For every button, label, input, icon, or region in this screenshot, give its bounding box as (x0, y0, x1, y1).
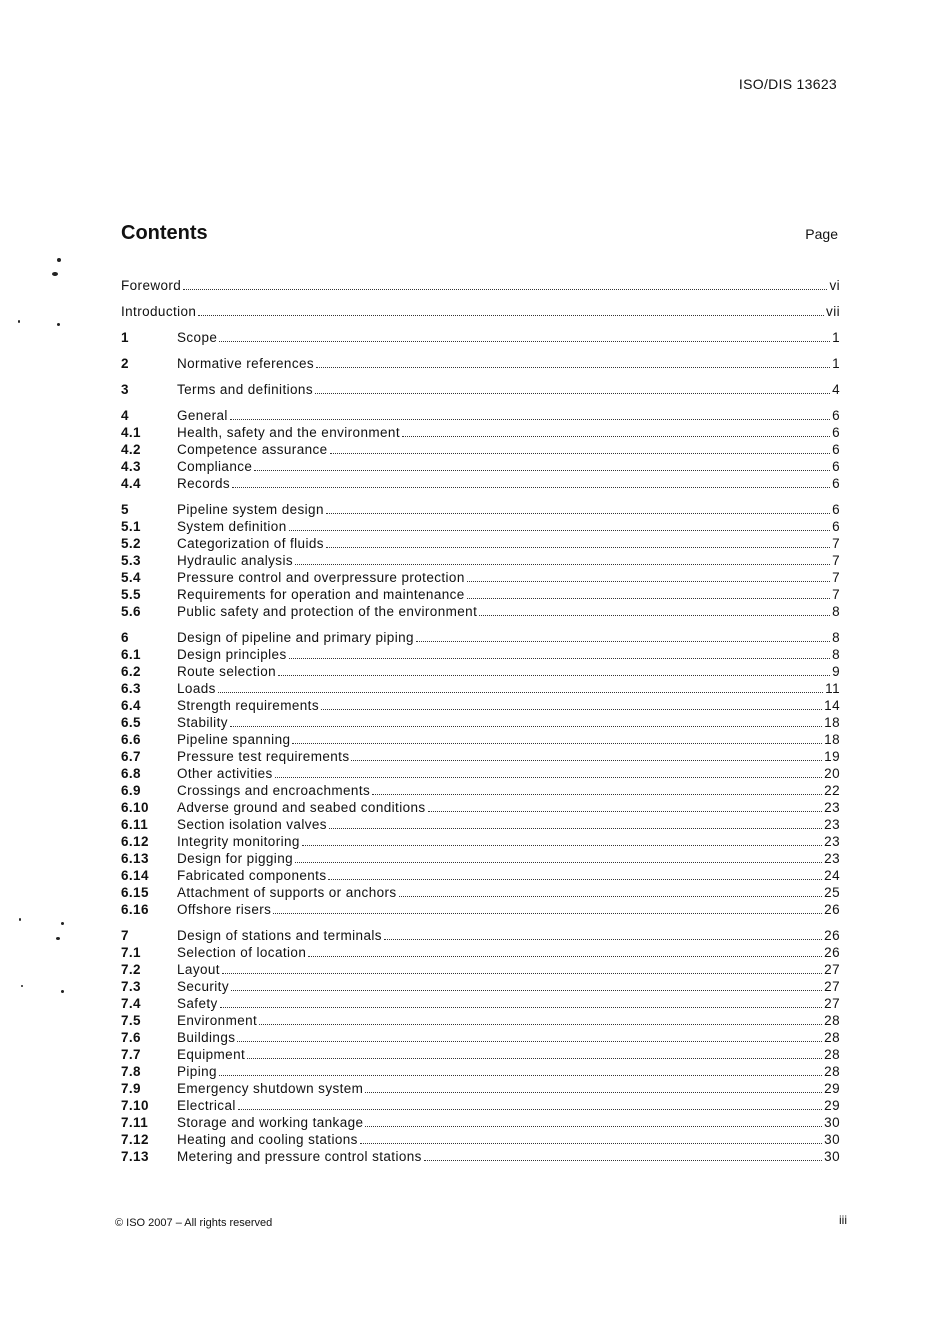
toc-entry[interactable] (121, 552, 840, 569)
toc-entry-page: 6 (832, 502, 840, 517)
toc-entry-title: Pipeline spanning (177, 732, 291, 747)
toc-entry-page: 23 (824, 800, 840, 815)
dot-leader (219, 340, 830, 342)
toc-entry-number: 6.1 (121, 647, 141, 662)
toc-entry-number: 6 (121, 630, 129, 645)
toc-entry-title: Strength requirements (177, 698, 319, 713)
dot-leader (275, 776, 822, 778)
toc-entry-number: 4.2 (121, 442, 141, 457)
scan-speck (52, 272, 58, 276)
dot-leader (259, 1023, 822, 1025)
dot-leader (326, 512, 830, 514)
toc-entry[interactable] (121, 1131, 840, 1148)
toc-entry-title: Attachment of supports or anchors (177, 885, 397, 900)
dot-leader (467, 580, 830, 582)
dot-leader (329, 827, 822, 829)
toc-entry-page: 9 (832, 664, 840, 679)
toc-entry-number: 5.1 (121, 519, 141, 534)
dot-leader (295, 861, 822, 863)
toc-entry-number: 7.12 (121, 1132, 149, 1147)
toc-entry-title: Integrity monitoring (177, 834, 300, 849)
toc-entry-page: 14 (824, 698, 840, 713)
dot-leader (289, 529, 830, 531)
toc-entry-number: 7.2 (121, 962, 141, 977)
toc-entry-page: 11 (825, 681, 840, 696)
dot-leader (289, 657, 830, 659)
toc-entry[interactable] (121, 901, 840, 918)
toc-entry-title: Metering and pressure control stations (177, 1149, 422, 1164)
toc-entry-title: Pressure control and overpressure protection (177, 570, 465, 585)
table-of-contents (121, 277, 840, 1165)
dot-leader (479, 614, 830, 616)
toc-entry[interactable] (121, 535, 840, 552)
toc-entry-number: 6.8 (121, 766, 141, 781)
toc-entry-page: 1 (832, 356, 840, 371)
dot-leader (273, 912, 822, 914)
toc-entry[interactable] (121, 329, 840, 346)
toc-entry-title: Offshore risers (177, 902, 272, 917)
toc-entry-page: vi (829, 278, 840, 293)
toc-entry-title: Foreword (121, 278, 182, 293)
toc-entry-title: Electrical (177, 1098, 236, 1113)
toc-entry-number: 5.4 (121, 570, 141, 585)
toc-entry-page: 30 (824, 1149, 840, 1164)
dot-leader (302, 844, 822, 846)
toc-entry[interactable] (121, 355, 840, 372)
toc-entry[interactable] (121, 1114, 840, 1131)
scan-speck (18, 320, 20, 323)
toc-entry-number: 5 (121, 502, 129, 517)
toc-entry-title: Emergency shutdown system (177, 1081, 364, 1096)
toc-entry[interactable] (121, 441, 840, 458)
toc-entry[interactable] (121, 277, 840, 294)
toc-entry[interactable] (121, 1029, 840, 1046)
toc-entry-page: 18 (824, 715, 840, 730)
toc-entry-page: 26 (824, 945, 840, 960)
toc-entry-title: Normative references (177, 356, 315, 371)
toc-entry-number: 2 (121, 356, 129, 371)
document-header-code: ISO/DIS 13623 (738, 76, 837, 92)
toc-entry-number: 5.2 (121, 536, 141, 551)
toc-entry[interactable] (121, 748, 840, 765)
toc-entry-number: 4.3 (121, 459, 141, 474)
toc-entry[interactable] (121, 518, 840, 535)
toc-entry-number: 7.3 (121, 979, 141, 994)
toc-entry[interactable] (121, 1063, 840, 1080)
toc-entry-number: 6.16 (121, 902, 149, 917)
toc-entry[interactable] (121, 850, 840, 867)
toc-entry-number: 5.5 (121, 587, 141, 602)
toc-entry-number: 5.3 (121, 553, 141, 568)
toc-entry[interactable] (121, 978, 840, 995)
toc-entry-title: Pipeline system design (177, 502, 324, 517)
toc-entry[interactable] (121, 816, 840, 833)
toc-entry-title: Requirements for operation and maintenance (177, 587, 465, 602)
toc-entry[interactable] (121, 680, 840, 697)
toc-entry-page: 8 (832, 604, 840, 619)
toc-entry-title: Pressure test requirements (177, 749, 350, 764)
dot-leader (360, 1142, 822, 1144)
toc-entry-title: Scope (177, 330, 218, 345)
toc-entry-title: Equipment (177, 1047, 246, 1062)
toc-entry-title: Loads (177, 681, 216, 696)
toc-entry-title: Health, safety and the environment (177, 425, 400, 440)
toc-entry-title: Public safety and protection of the environment (177, 604, 478, 619)
toc-entry-number: 6.2 (121, 664, 141, 679)
toc-entry[interactable] (121, 927, 840, 944)
toc-entry[interactable] (121, 995, 840, 1012)
toc-entry-title: Competence assurance (177, 442, 328, 457)
dot-leader (183, 288, 827, 290)
dot-leader (384, 938, 822, 940)
dot-leader (254, 469, 830, 471)
scan-speck (61, 990, 64, 993)
toc-entry-page: 6 (832, 425, 840, 440)
toc-entry-page: 28 (824, 1030, 840, 1045)
toc-entry-page: 27 (824, 996, 840, 1011)
toc-entry[interactable] (121, 697, 840, 714)
scan-speck (57, 258, 61, 262)
toc-entry-page: 6 (832, 408, 840, 423)
toc-entry[interactable] (121, 961, 840, 978)
dot-leader (231, 989, 822, 991)
toc-entry[interactable] (121, 1097, 840, 1114)
toc-entry-number: 7.6 (121, 1030, 141, 1045)
scan-speck (61, 922, 64, 925)
toc-entry[interactable] (121, 731, 840, 748)
dot-leader (222, 972, 822, 974)
toc-entry-number: 6.13 (121, 851, 149, 866)
dot-leader (424, 1159, 822, 1161)
toc-entry-number: 7.1 (121, 945, 141, 960)
dot-leader (247, 1057, 822, 1059)
toc-entry-title: Other activities (177, 766, 273, 781)
toc-entry-page: 23 (824, 851, 840, 866)
dot-leader (315, 392, 830, 394)
toc-entry[interactable] (121, 501, 840, 518)
toc-entry-number: 6.9 (121, 783, 141, 798)
toc-entry-number: 6.5 (121, 715, 141, 730)
toc-entry[interactable] (121, 586, 840, 603)
toc-entry[interactable] (121, 646, 840, 663)
dot-leader (278, 674, 830, 676)
toc-entry-title: Route selection (177, 664, 277, 679)
toc-entry-title: Section isolation valves (177, 817, 327, 832)
toc-entry-title: System definition (177, 519, 287, 534)
toc-entry-page: 7 (832, 536, 840, 551)
toc-entry[interactable] (121, 569, 840, 586)
toc-entry-number: 5.6 (121, 604, 141, 619)
toc-entry-number: 7 (121, 928, 129, 943)
page-title: Contents (121, 222, 208, 244)
toc-entry[interactable] (121, 629, 840, 646)
toc-entry-number: 4.4 (121, 476, 141, 491)
toc-entry-title: Design of stations and terminals (177, 928, 382, 943)
toc-entry-title: Records (177, 476, 231, 491)
toc-entry[interactable] (121, 424, 840, 441)
toc-entry[interactable] (121, 663, 840, 680)
toc-entry-page: 6 (832, 442, 840, 457)
toc-entry-page: 28 (824, 1047, 840, 1062)
toc-entry-title: Safety (177, 996, 218, 1011)
toc-entry-title: Fabricated components (177, 868, 327, 883)
toc-entry-number: 6.15 (121, 885, 149, 900)
toc-entry-title: Layout (177, 962, 220, 977)
toc-entry-page: 7 (832, 587, 840, 602)
toc-entry-page: 23 (824, 817, 840, 832)
dot-leader (372, 793, 822, 795)
toc-entry-number: 6.3 (121, 681, 141, 696)
toc-entry-number: 7.8 (121, 1064, 141, 1079)
dot-leader (351, 759, 822, 761)
toc-entry-title: Heating and cooling stations (177, 1132, 358, 1147)
dot-leader (316, 366, 830, 368)
toc-entry-page: 8 (832, 647, 840, 662)
toc-entry-page: 20 (824, 766, 840, 781)
dot-leader (365, 1125, 822, 1127)
toc-entry-number: 7.11 (121, 1115, 149, 1130)
toc-entry[interactable] (121, 475, 840, 492)
toc-entry[interactable] (121, 833, 840, 850)
toc-entry[interactable] (121, 407, 840, 424)
toc-entry-page: 26 (824, 928, 840, 943)
page-number: iii (839, 1213, 847, 1227)
toc-entry-title: Hydraulic analysis (177, 553, 293, 568)
toc-entry[interactable] (121, 603, 840, 620)
dot-leader (198, 314, 824, 316)
toc-entry-page: 24 (824, 868, 840, 883)
dot-leader (399, 895, 823, 897)
toc-entry-page: 18 (824, 732, 840, 747)
toc-entry-number: 6.7 (121, 749, 141, 764)
toc-entry-title: Selection of location (177, 945, 307, 960)
toc-entry-page: 29 (824, 1098, 840, 1113)
dot-leader (365, 1091, 822, 1093)
toc-entry-title: Piping (177, 1064, 217, 1079)
toc-entry-page: 27 (824, 962, 840, 977)
toc-entry[interactable] (121, 1080, 840, 1097)
page-column-label: Page (805, 226, 838, 242)
dot-leader (292, 742, 822, 744)
dot-leader (428, 810, 823, 812)
toc-entry[interactable] (121, 458, 840, 475)
toc-entry-number: 7.13 (121, 1149, 149, 1164)
toc-entry-title: Compliance (177, 459, 253, 474)
toc-entry-number: 7.4 (121, 996, 141, 1011)
toc-entry-page: 7 (832, 553, 840, 568)
scan-speck (21, 985, 23, 987)
dot-leader (220, 1006, 822, 1008)
toc-entry-title: Terms and definitions (177, 382, 313, 397)
toc-entry-page: 6 (832, 519, 840, 534)
toc-entry-title: Crossings and encroachments (177, 783, 371, 798)
toc-entry-title: Categorization of fluids (177, 536, 324, 551)
toc-entry-number: 6.14 (121, 868, 149, 883)
toc-entry-page: 22 (824, 783, 840, 798)
dot-leader (237, 1040, 822, 1042)
toc-entry-number: 6.4 (121, 698, 141, 713)
toc-entry-number: 6.11 (121, 817, 149, 832)
toc-entry-title: Security (177, 979, 229, 994)
toc-entry-page: 19 (824, 749, 840, 764)
dot-leader (467, 597, 830, 599)
toc-entry-number: 6.12 (121, 834, 149, 849)
toc-entry-number: 7.7 (121, 1047, 141, 1062)
dot-leader (416, 640, 830, 642)
dot-leader (219, 1074, 822, 1076)
toc-entry-page: 29 (824, 1081, 840, 1096)
toc-entry-page: 27 (824, 979, 840, 994)
dot-leader (326, 546, 830, 548)
toc-entry-page: 28 (824, 1013, 840, 1028)
toc-entry-page: 6 (832, 459, 840, 474)
toc-entry-page: 26 (824, 902, 840, 917)
toc-entry-page: 8 (832, 630, 840, 645)
toc-entry-page: 1 (832, 330, 840, 345)
toc-entry[interactable] (121, 1046, 840, 1063)
toc-entry-number: 7.5 (121, 1013, 141, 1028)
dot-leader (232, 486, 830, 488)
toc-entry-title: Introduction (121, 304, 197, 319)
toc-entry-title: Buildings (177, 1030, 236, 1045)
toc-entry-title: Adverse ground and seabed conditions (177, 800, 426, 815)
toc-entry[interactable] (121, 944, 840, 961)
toc-entry-page: 6 (832, 476, 840, 491)
toc-entry[interactable] (121, 884, 840, 901)
toc-entry[interactable] (121, 867, 840, 884)
dot-leader (238, 1108, 822, 1110)
dot-leader (328, 878, 822, 880)
toc-entry-number: 7.10 (121, 1098, 149, 1113)
toc-entry[interactable] (121, 381, 840, 398)
toc-entry-title: Design principles (177, 647, 287, 662)
toc-entry-number: 7.9 (121, 1081, 141, 1096)
toc-entry-title: Storage and working tankage (177, 1115, 364, 1130)
dot-leader (295, 563, 830, 565)
toc-entry[interactable] (121, 799, 840, 816)
copyright-footer: © ISO 2007 – All rights reserved (115, 1217, 273, 1229)
toc-entry[interactable] (121, 303, 840, 320)
toc-entry-page: 23 (824, 834, 840, 849)
toc-entry-number: 1 (121, 330, 129, 345)
toc-entry-page: 25 (824, 885, 840, 900)
toc-entry-title: Environment (177, 1013, 258, 1028)
toc-entry[interactable] (121, 714, 840, 731)
toc-entry-page: 30 (824, 1132, 840, 1147)
toc-entry-page: 7 (832, 570, 840, 585)
toc-entry[interactable] (121, 765, 840, 782)
dot-leader (330, 452, 830, 454)
dot-leader (230, 725, 822, 727)
scan-speck (19, 918, 21, 921)
toc-entry-page: 4 (832, 382, 840, 397)
toc-entry-number: 3 (121, 382, 129, 397)
toc-entry-page: 30 (824, 1115, 840, 1130)
scan-speck (57, 323, 60, 326)
scan-speck (56, 937, 60, 940)
dot-leader (230, 418, 830, 420)
dot-leader (402, 435, 830, 437)
dot-leader (321, 708, 822, 710)
toc-entry-title: Design for pigging (177, 851, 294, 866)
toc-entry-title: Design of pipeline and primary piping (177, 630, 414, 645)
toc-entry[interactable] (121, 782, 840, 799)
toc-entry-title: General (177, 408, 228, 423)
toc-entry-number: 4 (121, 408, 129, 423)
toc-entry[interactable] (121, 1148, 840, 1165)
toc-entry-number: 6.10 (121, 800, 149, 815)
dot-leader (308, 955, 822, 957)
toc-entry[interactable] (121, 1012, 840, 1029)
toc-entry-number: 4.1 (121, 425, 141, 440)
toc-entry-title: Stability (177, 715, 228, 730)
toc-entry-page: 28 (824, 1064, 840, 1079)
toc-entry-number: 6.6 (121, 732, 141, 747)
toc-entry-page: vii (826, 304, 840, 319)
dot-leader (218, 691, 823, 693)
